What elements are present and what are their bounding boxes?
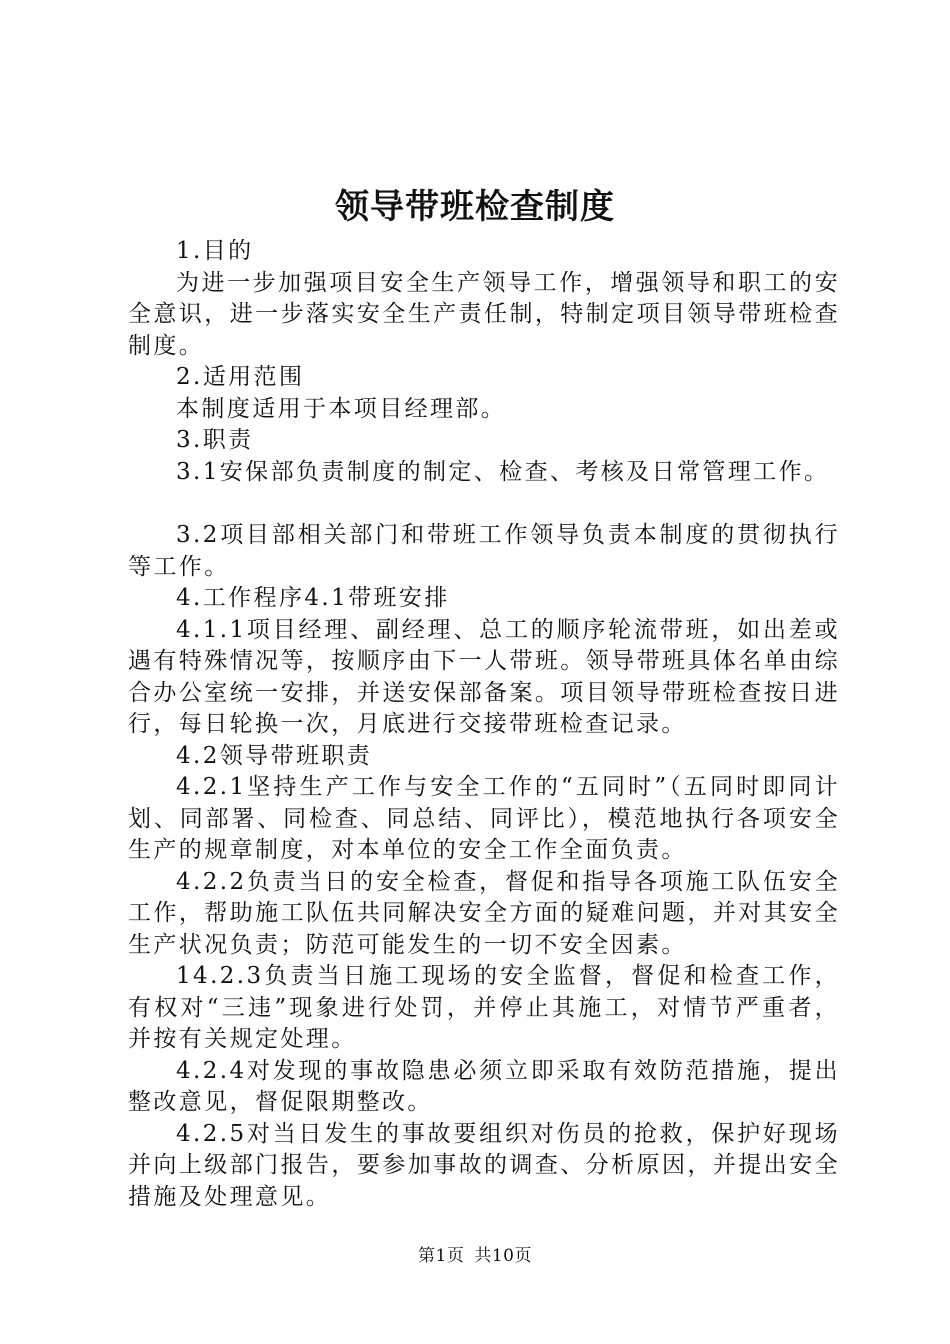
section-heading-purpose: 1.目的 [176, 238, 254, 264]
paragraph-4-2-2: 4.2.2负责当日的安全检查，督促和指导各项施工队伍安全工作，帮助施工队伍共同解决安全方面的疑难问题，并对其安全生产状况负责；防范可能发生的一切不安全因素。 [128, 868, 840, 958]
paragraph-duty-3-1: 3.1安保部负责制度的制定、检查、考核及日常管理工作。 [176, 458, 830, 485]
page-footer [0, 1241, 950, 1266]
paragraph-scope: 本制度适用于本项目经理部。 [176, 395, 507, 422]
paragraph-4-2-5: 4.2.5对当日发生的事故要组织对伤员的抢救，保护好现场并向上级部门报告，要参加事故的调查、分析原因，并提出安全措施及处理意见。 [128, 1120, 840, 1210]
paragraph-duty-3-2: 3.2项目部相关部门和带班工作领导负责本制度的贯彻执行等工作。 [128, 522, 840, 580]
paragraph-4-2-3: 14.2.3负责当日施工现场的安全监督，督促和检查工作，有权对“三违”现象进行处罚，并停止其施工，对情节严重者，并按有关规定处理。 [128, 963, 840, 1052]
paragraph-4-2-4: 4.2.4对发现的事故隐患必须立即采取有效防范措施，提出整改意见，督促限期整改。 [128, 1057, 840, 1115]
document-title: 领导带班检查制度 [335, 187, 615, 227]
paragraph-4-2-1: 4.2.1坚持生产工作与安全工作的“五同时”（五同时即同计划、同部署、同检查、同总结、同评比），模范地执行各项安全生产的规章制度，对本单位的安全工作全面负责。 [128, 774, 840, 863]
document-body [128, 236, 840, 1213]
page-total: 共10页 [474, 1246, 532, 1266]
paragraph-4-1-1: 4.1.1项目经理、副经理、总工的顺序轮流带班，如出差或遇有特殊情况等，按顺序由下一人带班。领导带班具体名单由综合办公室统一安排，并送安保部备案。项目领导带班检查按日进行，每日轮换一次，月底进行交接带班检查记录。 [128, 616, 840, 737]
section-heading-duties: 3.职责 [176, 427, 254, 453]
page-number: 第1页 [418, 1246, 465, 1266]
section-heading-procedure: 4.工作程序4.1带班安排 [176, 585, 450, 611]
section-heading-4-2: 4.2领导带班职责 [176, 742, 373, 769]
paragraph-purpose: 为进一步加强项目安全生产领导工作，增强领导和职工的安全意识，进一步落实安全生产责任制，特制定项目领导带班检查制度。 [128, 269, 840, 359]
section-heading-scope: 2.适用范围 [176, 364, 305, 390]
